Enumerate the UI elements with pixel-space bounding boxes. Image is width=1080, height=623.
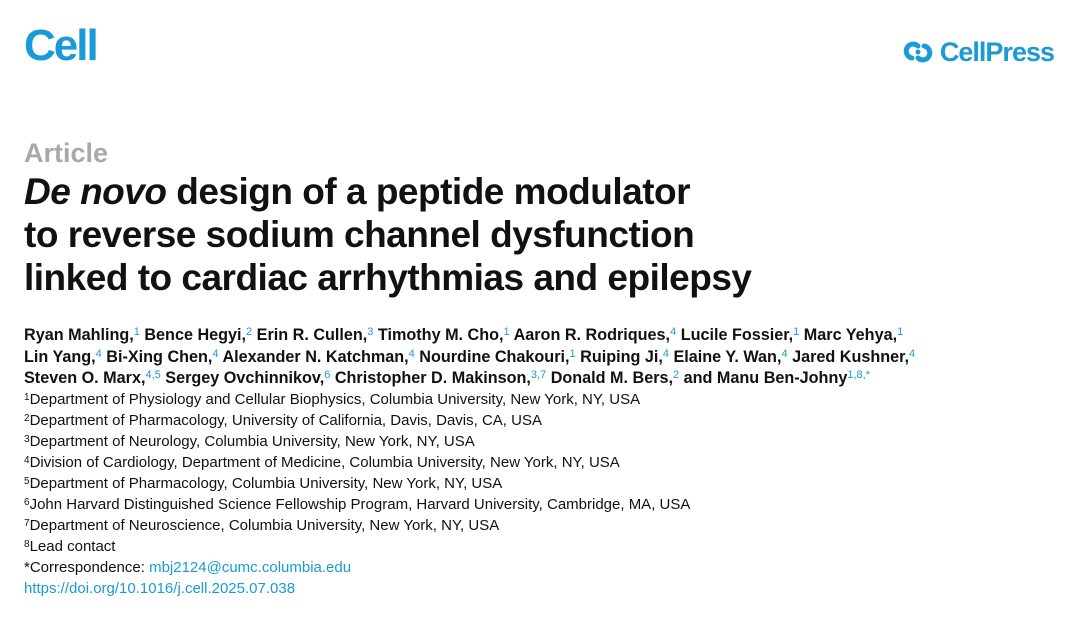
- author[interactable]: Marc Yehya,$^1$: [803, 326, 904, 344]
- correspondence-label: *Correspondence:: [24, 559, 150, 576]
- correspondence-email-link[interactable]: mbj2124@cumc.columbia.edu: [149, 559, 352, 576]
- author[interactable]: Steven O. Marx,$^{4,5}$: [24, 369, 161, 387]
- author-line-2: [24, 347, 1064, 369]
- title-line-1: [24, 170, 944, 213]
- title-italic: De novo: [24, 171, 167, 212]
- publisher-logo[interactable]: [902, 36, 1054, 68]
- journal-logo: Cell: [24, 21, 97, 70]
- author-list: [24, 325, 1064, 390]
- title-line-3: linked to cardiac arrhythmias and epilepsy: [24, 257, 752, 298]
- author-line-1: [24, 325, 1064, 347]
- author[interactable]: Sergey Ovchinnikov,$^6$: [165, 369, 331, 387]
- lead-contact: $^8$Lead contact: [24, 538, 116, 555]
- author[interactable]: Lin Yang,$^4$: [24, 347, 102, 366]
- affiliation-list: [24, 389, 1064, 599]
- author[interactable]: Bi-Xing Chen,$^4$: [106, 347, 219, 366]
- affiliation: $^1$Department of Physiology and Cellular Biophysics, Columbia University, New York, NY, USA: [24, 391, 641, 408]
- author[interactable]: Ruiping Ji,$^4$: [580, 347, 669, 366]
- affiliation: $^6$John Harvard Distinguished Science Fellowship Program, Harvard University, Cambridge, MA, USA: [24, 496, 691, 513]
- publisher-name: CellPress: [939, 36, 1054, 67]
- author[interactable]: Donald M. Bers,$^2$: [550, 369, 680, 387]
- author[interactable]: Nourdine Chakouri,$^1$: [419, 347, 576, 366]
- author[interactable]: Jared Kushner,$^4$: [792, 347, 916, 366]
- author[interactable]: Lucile Fossier,$^1$: [680, 326, 800, 344]
- author[interactable]: Alexander N. Katchman,$^4$: [222, 347, 415, 366]
- article-title: [24, 170, 944, 299]
- affiliation: $^4$Division of Cardiology, Department of Medicine, Columbia University, New York, NY, USA: [24, 454, 620, 471]
- correspondence: [24, 557, 1064, 578]
- author[interactable]: Erin R. Cullen,$^3$: [256, 326, 374, 344]
- author[interactable]: Christopher D. Makinson,$^{3,7}$: [334, 369, 547, 387]
- affiliation: $^5$Department of Pharmacology, Columbia University, New York, NY, USA: [24, 475, 503, 492]
- doi: [24, 578, 1064, 599]
- title-line-1-rest: design of a peptide modulator: [166, 171, 691, 212]
- author[interactable]: Elaine Y. Wan,$^4$: [673, 347, 788, 366]
- author[interactable]: Timothy M. Cho,$^1$: [377, 326, 510, 344]
- author[interactable]: and Manu Ben-Johny$^{1,8,*}$: [683, 369, 870, 387]
- title-line-2: to reverse sodium channel dysfunction: [24, 214, 695, 255]
- cellpress-logo-icon: [902, 36, 934, 68]
- author[interactable]: Bence Hegyi,$^2$: [144, 326, 253, 344]
- affiliation: $^2$Department of Pharmacology, University of California, Davis, Davis, CA, USA: [24, 412, 542, 429]
- affiliation: $^3$Department of Neurology, Columbia University, New York, NY, USA: [24, 433, 475, 450]
- affiliation: $^7$Department of Neuroscience, Columbia University, New York, NY, USA: [24, 517, 500, 534]
- doi-link[interactable]: https://doi.org/10.1016/j.cell.2025.07.038: [24, 580, 296, 597]
- author-line-3: [24, 368, 1064, 390]
- article-type-label: Article: [24, 138, 109, 168]
- author[interactable]: Ryan Mahling,$^1$: [24, 326, 140, 344]
- author[interactable]: Aaron R. Rodriques,$^4$: [513, 326, 677, 344]
